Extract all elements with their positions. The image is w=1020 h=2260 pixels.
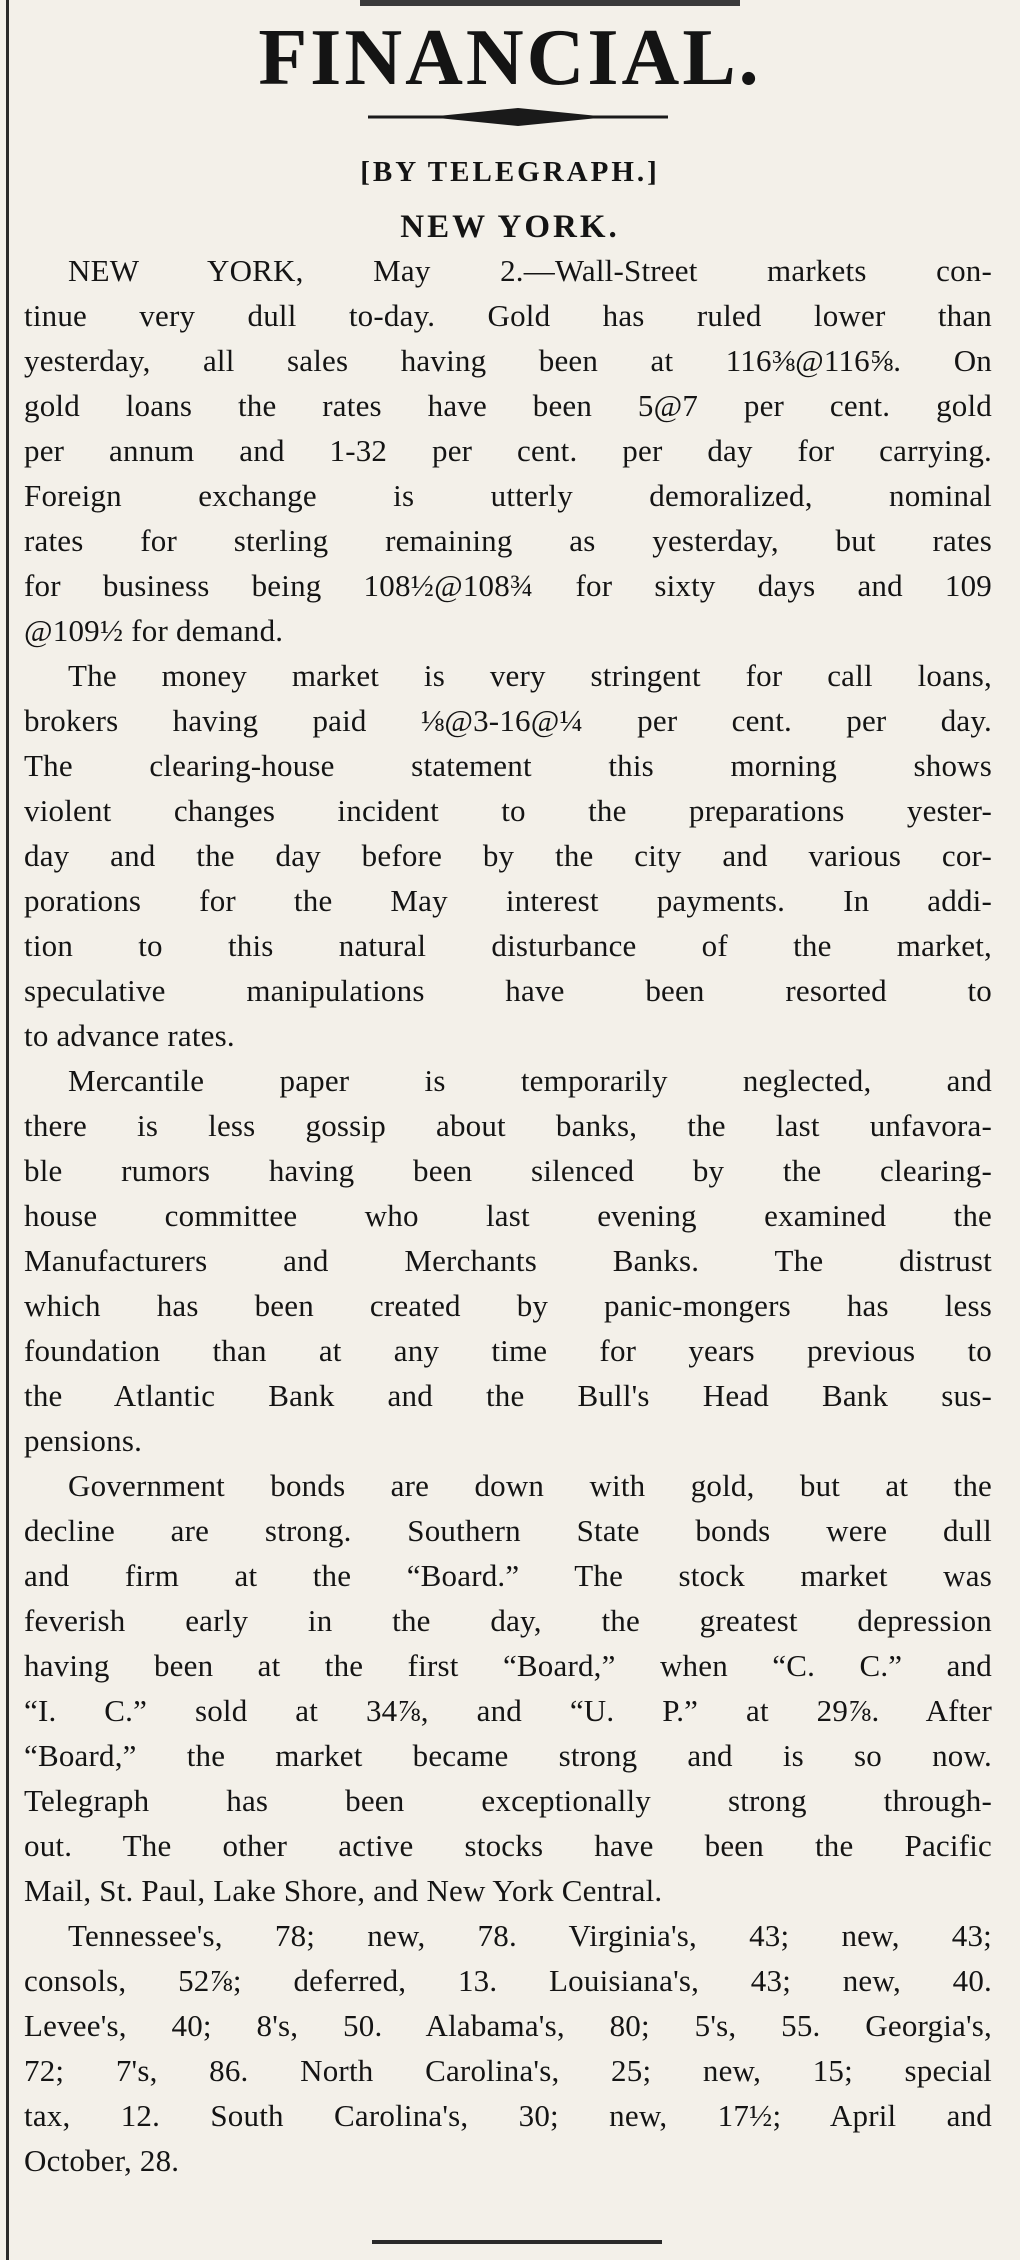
article-body — [24, 248, 992, 2183]
text-line: house committee who last evening examined the — [24, 1198, 992, 1233]
top-rule — [360, 0, 740, 6]
text-line: The clearing-house statement this morning shows — [24, 748, 992, 783]
paragraph — [24, 653, 992, 1058]
text-line: pensions. — [24, 1423, 143, 1458]
text-line: and firm at the “Board.” The stock market was — [24, 1558, 992, 1593]
text-line: brokers having paid ⅛@3-16@¼ per cent. per day. — [24, 703, 992, 738]
byline: [BY TELEGRAPH.] — [360, 156, 660, 188]
text-line: porations for the May interest payments. In addi- — [24, 883, 992, 918]
dateline: NEW YORK. — [400, 209, 620, 245]
text-line: Telegraph has been exceptionally strong through- — [24, 1783, 992, 1818]
text-line: Manufacturers and Merchants Banks. The distrust — [24, 1243, 992, 1278]
text-line: Levee's, 40; 8's, 50. Alabama's, 80; 5's, 55. Georgia's, — [24, 2008, 992, 2043]
text-line: Mail, St. Paul, Lake Shore, and New York Central. — [24, 1873, 663, 1908]
text-line: feverish early in the day, the greatest depression — [24, 1603, 992, 1638]
text-line: “Board,” the market became strong and is so now. — [24, 1738, 992, 1773]
text-line: rates for sterling remaining as yesterday, but rates — [24, 523, 992, 558]
text-line: tion to this natural disturbance of the market, — [24, 928, 992, 963]
text-line: consols, 52⅞; deferred, 13. Louisiana's, 43; new, 40. — [24, 1963, 992, 1998]
article-title: FINANCIAL. — [258, 14, 762, 102]
text-line: speculative manipulations have been resorted to — [24, 973, 992, 1008]
text-line: having been at the first “Board,” when “C. C.” and — [24, 1648, 992, 1683]
text-line: 72; 7's, 86. North Carolina's, 25; new, 15; special — [24, 2053, 992, 2088]
text-line: tinue very dull to-day. Gold has ruled lower than — [24, 298, 992, 333]
column-rule — [6, 0, 9, 2260]
text-line: Foreign exchange is utterly demoralized, nominal — [24, 478, 992, 513]
text-line: gold loans the rates have been 5@7 per cent. gold — [24, 388, 992, 423]
paragraph — [24, 248, 992, 653]
paragraph — [24, 1463, 992, 1913]
paragraph — [24, 1058, 992, 1463]
text-line: tax, 12. South Carolina's, 30; new, 17½; April and — [24, 2098, 992, 2133]
text-line: for business being 108½@108¾ for sixty days and 109 — [24, 568, 992, 603]
text-line: the Atlantic Bank and the Bull's Head Bank sus- — [24, 1378, 992, 1413]
bottom-rule — [372, 2240, 662, 2244]
text-line: foundation than at any time for years previous to — [24, 1333, 992, 1368]
text-line: Government bonds are down with gold, but at the — [68, 1468, 992, 1503]
text-line: Tennessee's, 78; new, 78. Virginia's, 43; new, 43; — [68, 1918, 992, 1953]
paragraph — [24, 1913, 992, 2183]
ornament-dash-icon — [368, 103, 668, 131]
text-line: @109½ for demand. — [24, 613, 284, 648]
text-line: to advance rates. — [24, 1018, 235, 1053]
text-line: ble rumors having been silenced by the clearing- — [24, 1153, 992, 1188]
text-line: there is less gossip about banks, the last unfavora- — [24, 1108, 992, 1143]
text-line: per annum and 1-32 per cent. per day for carrying. — [24, 433, 992, 468]
text-line: out. The other active stocks have been the Pacific — [24, 1828, 992, 1863]
text-line: day and the day before by the city and various cor- — [24, 838, 992, 873]
text-line: The money market is very stringent for call loans, — [68, 658, 992, 693]
text-line: violent changes incident to the preparations yester- — [24, 793, 992, 828]
text-line: NEW YORK, May 2.—Wall-Street markets con- — [68, 253, 992, 288]
text-line: which has been created by panic-mongers has less — [24, 1288, 992, 1323]
text-line: October, 28. — [24, 2143, 180, 2178]
text-line: Mercantile paper is temporarily neglected, and — [68, 1063, 992, 1098]
text-line: “I. C.” sold at 34⅞, and “U. P.” at 29⅞. After — [24, 1693, 992, 1728]
text-line: yesterday, all sales having been at 116⅜@116⅝. On — [24, 343, 992, 378]
text-line: decline are strong. Southern State bonds were dull — [24, 1513, 992, 1548]
